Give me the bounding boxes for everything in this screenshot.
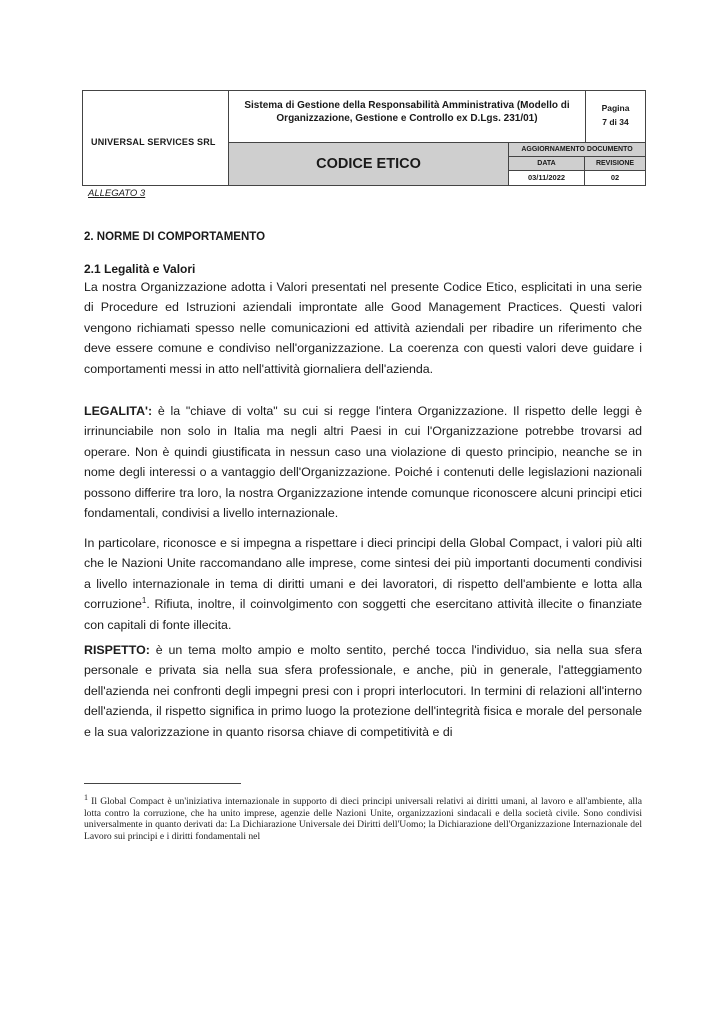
legalita-term: LEGALITA': <box>84 404 153 418</box>
paragraph-legalita <box>84 401 642 523</box>
global-compact-tail: . Rifiuta, inoltre, il coinvolgimento con soggetti che esercitano attività illecite o finanziate con capitali di fonte illecita. <box>84 597 642 632</box>
system-title: Sistema di Gestione della Responsabilità Amministrativa (Modello di Organizzazione, Gestione e Controllo ex D.Lgs. 231/01) <box>229 91 586 143</box>
company-cell <box>83 91 229 185</box>
date-label: DATA <box>509 157 585 171</box>
footnote-reference: 1 <box>141 596 147 606</box>
footnote-marker: 1 <box>84 792 88 802</box>
footnote-divider <box>84 783 241 784</box>
page-number-cell <box>586 91 645 143</box>
legalita-text: è la "chiave di volta" su cui si regge l'intera Organizzazione. Il rispetto delle leggi è irrinunciabile non solo in Italia ma negli altri Paesi in cui l'Organizzazione potrebbe trovarsi ad operare. Non è quindi giustificata in nessun caso una violazione di questo principio, neanche se in nome degli interessi o a vantaggio dell'Organizzazione. Poiché i contenuti delle legislazioni nazionali possono differire tra loro, la nostra Organizzazione intende comunque riconoscere alcuni principi etici fondamentali, condivisi a livello internazionale. <box>84 404 642 521</box>
revision-value: 02 <box>610 173 620 182</box>
document-title: CODICE ETICO <box>229 143 509 185</box>
date-value: 03/11/2022 <box>509 171 585 185</box>
rispetto-text: è un tema molto ampio e molto sentito, perché tocca l'individuo, sia nella sua sfera personale e privata sia nella sua sfera professionale, e anche, più in generale, l'atteggiamento dell'azienda nei confronti degli impegni presi con i propri interlocutori. In termini di relazioni all'interno dell'azienda, il rispetto significa in primo luogo la protezione dell'integrità fisica e morale del personale e la sua valorizzazione in quanto risorsa chiave di competitività e di <box>84 643 642 739</box>
footnote-text: Il Global Compact è un'iniziativa internazionale in supporto di dieci principi universali relativi ai diritti umani, al lavoro e all'ambiente, alla lotta contro la corruzione, che ha unito imprese, agenzie delle Nazioni Unite, organizzazioni sindacali e della società civile. Sono condivisi universalmente in quanto derivati da: La Dichiarazione Universale dei Diritti dell'Uomo; la Dichiarazione dell'Organizzazione Internazionale del Lavoro sui principi e i diritti fondamentali nel <box>84 796 642 842</box>
company-name: UNIVERSAL SERVICES SRL <box>91 137 216 147</box>
page-label: Pagina <box>601 103 630 113</box>
global-compact-text: In particolare, riconosce e si impegna a rispettare i dieci principi della Global Compact, i valori più alti che le Nazioni Unite raccomandano alle imprese, come sintesi dei più importanti documenti condivisi a livello internazionale in tema di diritti umani e dei lavoratori, di rispetto dell'ambiente e lotta alla corruzione <box>84 536 642 612</box>
rispetto-term: RISPETTO: <box>84 643 150 657</box>
section-heading: 2. NORME DI COMPORTAMENTO <box>84 231 266 243</box>
page-value: 7 di 34 <box>602 117 629 127</box>
update-label: AGGIORNAMENTO DOCUMENTO <box>509 143 645 157</box>
footnote <box>84 792 642 842</box>
paragraph-rispetto <box>84 640 642 742</box>
document-header-table <box>82 90 646 186</box>
attachment-label: ALLEGATO 3 <box>88 188 146 199</box>
paragraph-global-compact <box>84 533 642 635</box>
revision-label: REVISIONE <box>585 157 645 171</box>
paragraph-values: La nostra Organizzazione adotta i Valori presentati nel presente Codice Etico, esplicitati in una serie di Procedure ed Istruzioni aziendali improntate alle Good Management Practices. Questi valori vengono richiamati spesso nelle comunicazioni ed attività aziendali per ribadire un riferimento che deve essere comune e condiviso nell'organizzazione. La coerenza con questi valori deve guidare i comportamenti messi in atto nell'attività giornaliera dell'azienda. <box>84 280 642 376</box>
subsection-heading: 2.1 Legalità e Valori <box>84 262 196 276</box>
